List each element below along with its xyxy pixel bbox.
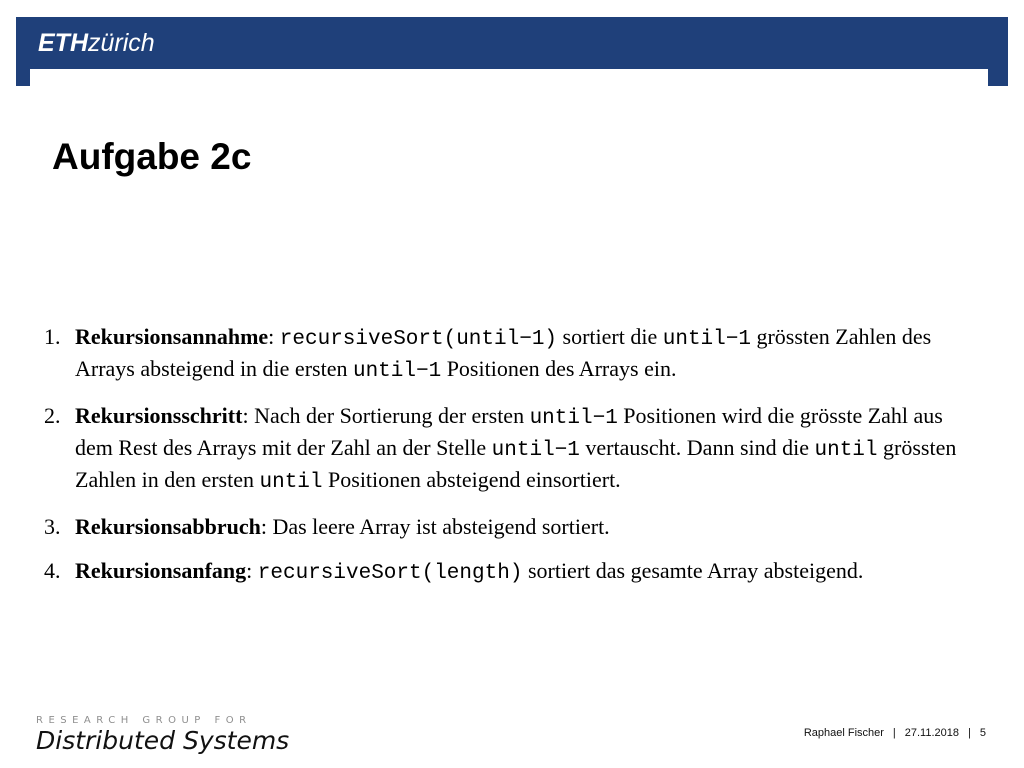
- recursion-list: [44, 322, 974, 588]
- list-item-text: Positionen absteigend einsortiert.: [322, 467, 621, 492]
- header-bar: [16, 17, 1008, 69]
- list-item-text: :: [268, 324, 280, 349]
- footer-date: 27.11.2018: [904, 727, 960, 739]
- code-snippet: until−1: [352, 360, 442, 383]
- code-snippet: recursiveSort(length): [257, 562, 523, 585]
- list-item-text: grössten Zahlen in den ersten: [75, 435, 957, 492]
- list-item-text: Positionen des Arrays ein.: [441, 356, 677, 381]
- eth-zurich-logo: [38, 29, 155, 57]
- list-item: [44, 322, 974, 386]
- code-snippet: until−1: [662, 328, 751, 351]
- slide-title: Aufgabe 2c: [52, 136, 252, 177]
- code-snippet: until−1: [491, 439, 580, 462]
- list-item: [44, 556, 974, 588]
- list-item-term: Rekursionsanfang: [75, 558, 247, 583]
- list-item-number: 3.: [44, 514, 61, 539]
- list-item-text: : Nach der Sortierung der ersten: [242, 403, 530, 428]
- list-item-term: Rekursionsannahme: [75, 324, 269, 349]
- footer-org-logo: [36, 715, 289, 756]
- code-snippet: until−1: [529, 407, 618, 430]
- code-snippet: until: [814, 439, 878, 462]
- list-item-text: :: [246, 558, 258, 583]
- list-item-term: Rekursionsabbruch: [75, 514, 261, 539]
- list-item-text: sortiert das gesamte Array absteigend.: [522, 558, 864, 583]
- list-item-term: Rekursionsschritt: [75, 403, 243, 428]
- list-item-text: sortiert die: [557, 324, 663, 349]
- list-item-text: : Das leere Array ist absteigend sortiert.: [260, 514, 610, 539]
- footer-org-subtitle: RESEARCH GROUP FOR: [36, 715, 252, 726]
- footer-org-name: Distributed Systems: [36, 726, 290, 755]
- list-item-number: 1.: [44, 324, 61, 349]
- header-bar-tab-left: [16, 69, 30, 86]
- list-item-number: 4.: [44, 558, 61, 583]
- code-snippet: until: [259, 471, 323, 494]
- list-item-text: Positionen wird die grösste Zahl aus dem Rest des Arrays mit der Zahl an der Stelle: [75, 403, 943, 460]
- list-item: [44, 512, 974, 541]
- list-item-text: grössten Zahlen des Arrays absteigend in die ersten: [75, 324, 932, 381]
- logo-zurich: zürich: [88, 29, 155, 57]
- header-bar-tab-right: [988, 69, 1008, 86]
- footer-separator: |: [892, 727, 896, 739]
- list-item-text: vertauscht. Dann sind die: [579, 435, 815, 460]
- footer-separator: |: [968, 727, 971, 739]
- code-snippet: recursiveSort(until−1): [279, 328, 558, 351]
- list-item: [44, 401, 974, 497]
- logo-eth: ETH: [38, 29, 88, 57]
- footer-page-number: 5: [979, 727, 986, 739]
- footer-meta: [804, 727, 986, 739]
- footer-author: Raphael Fischer: [803, 727, 884, 739]
- list-item-number: 2.: [44, 403, 61, 428]
